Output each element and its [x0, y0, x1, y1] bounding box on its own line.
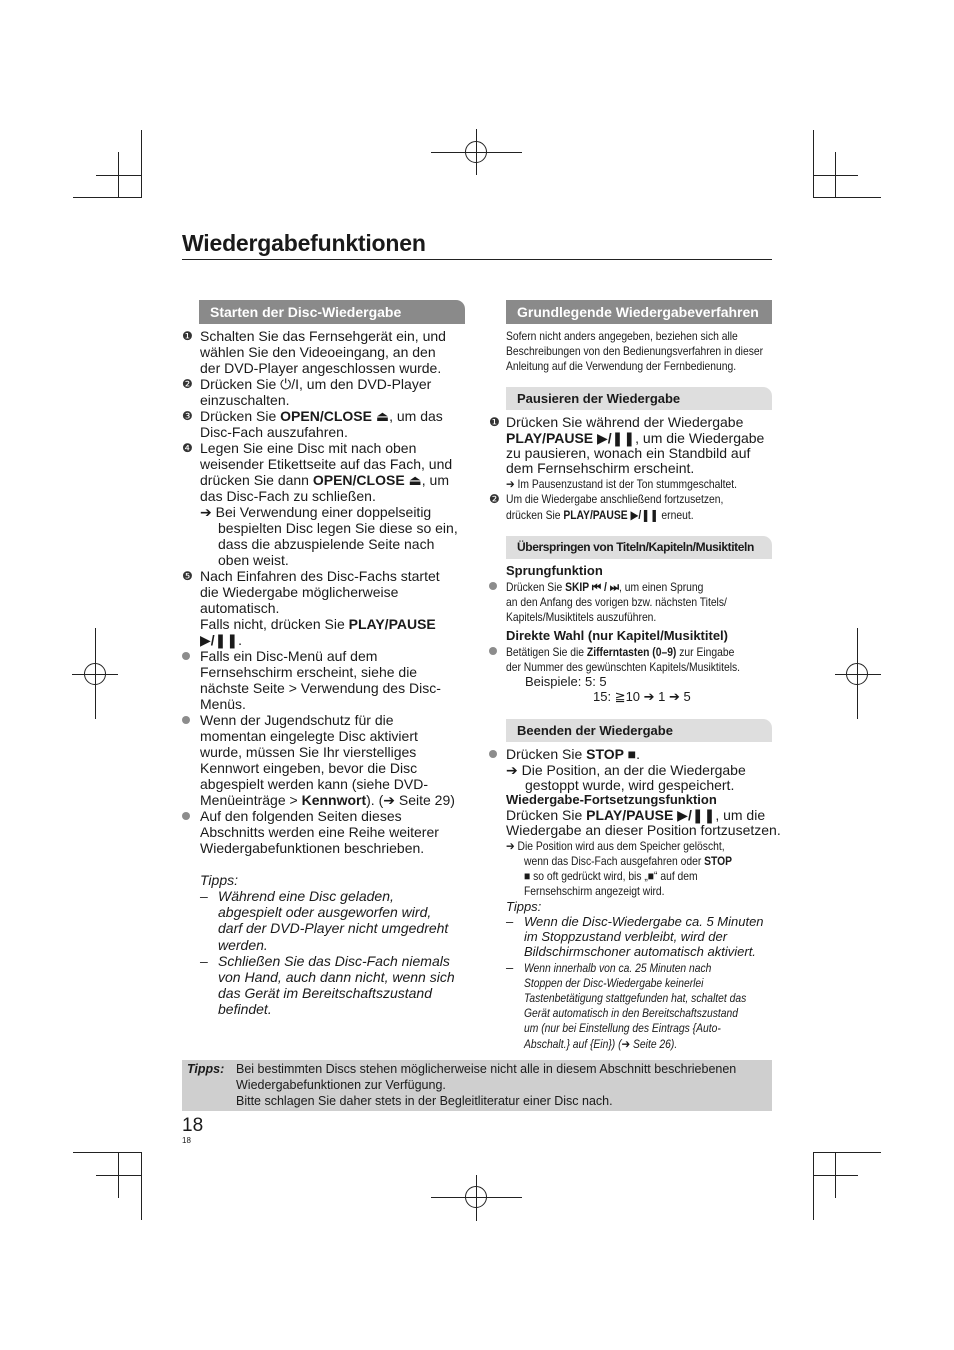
tip-text: Wenn innerhalb von ca. 25 Minuten nach [524, 961, 712, 975]
text-line: Fernsehschirm erscheint, siehe die [200, 664, 418, 680]
intro-text: Beschreibungen von den Bedienungsverfahren in dieser [506, 344, 764, 358]
text-part: , um [421, 472, 450, 488]
tip-text: Abschalt.} auf {Ein}) (➔ Seite 26). [524, 1037, 678, 1051]
subsection-title: Direkte Wahl (nur Kapitel/Musiktitel) [506, 628, 728, 643]
text-line: dass die abzuspielende Seite nach [218, 536, 435, 552]
text-part: . [238, 632, 243, 648]
text-line: Falls ein Disc-Menü auf dem [200, 648, 378, 664]
bullet-icon [182, 652, 190, 660]
step-1-icon: ❶ [489, 415, 500, 429]
text-line [506, 579, 703, 595]
text-part: erneut. [658, 508, 694, 522]
dash: – [506, 914, 514, 929]
tip-text: werden. [218, 937, 268, 953]
page-number: 18 [182, 1115, 204, 1136]
tips-box-text: Bei bestimmten Discs stehen möglicherweise nicht alle in diesem Abschnitt beschriebenen [236, 1062, 737, 1076]
page-title: Wiedergabefunktionen [182, 230, 426, 256]
text-line: Menüs. [200, 696, 246, 712]
dash: – [200, 953, 208, 969]
subsection-title: Wiedergabe-Fortsetzungsfunktion [506, 792, 717, 807]
bullet-icon [489, 750, 497, 758]
text-line: dem Fernsehschirm erscheint. [506, 460, 695, 476]
bullet-icon [489, 647, 497, 655]
section-header-starten: Starten der Disc-Wiedergabe [199, 300, 465, 324]
text-line: zu pausieren, wonach ein Standbild auf [506, 445, 751, 461]
text-line: bespielten Disc legen Sie diese so ein, [218, 520, 458, 536]
arrow-note: ➔ Die Position wird aus dem Speicher gelöscht, [506, 839, 725, 853]
arrow-note: ➔ Bei Verwendung einer doppelseitig [200, 504, 432, 520]
menu-item-kennwort: Kennwort [301, 792, 367, 808]
subheader-pausieren: Pausieren der Wiedergabe [506, 387, 772, 410]
text-line [506, 644, 734, 660]
text-line: wählen Sie den Videoeingang, an den [200, 344, 436, 360]
step-4-icon: ❹ [182, 441, 193, 455]
text-line: das Disc-Fach zu schließen. [200, 488, 376, 504]
button-name-open-close: OPEN/CLOSE ⏏ [280, 408, 390, 424]
text-part: Betätigen Sie die [506, 645, 587, 659]
tip-text: von Hand, auch dann nicht, wenn sich [218, 969, 455, 985]
text-part: Drücken Sie [506, 746, 587, 762]
button-name-play-pause: PLAY/PAUSE ▶/❚❚ [563, 508, 659, 522]
text-line: Wiedergabefunktionen beschrieben. [200, 840, 425, 856]
text-part: , um das [389, 408, 443, 424]
text-line: Kapitels/Musiktitels auszuführen. [506, 610, 657, 624]
example-line: 15: ≧10 ➔ 1 ➔ 5 [593, 689, 691, 704]
tip-text: Bildschirmschoner automatisch aktiviert. [524, 944, 756, 959]
text-line: Schalten Sie das Fernsehgerät ein, und [200, 328, 446, 344]
text-line: der DVD-Player angeschlossen wurde. [200, 360, 442, 376]
text-line: einzuschalten. [200, 392, 290, 408]
play-pause-symbol: ▶/❚❚ [200, 632, 239, 648]
text-line [200, 472, 449, 488]
text-line: weisender Etikettseite auf das Fach, und [200, 456, 453, 472]
step-1-icon: ❶ [182, 329, 193, 343]
button-name-play-pause: PLAY/PAUSE ▶/❚❚ [586, 807, 716, 823]
bullet-icon [182, 812, 190, 820]
section-header-grundlegende: Grundlegende Wiedergabeverfahren [506, 300, 772, 324]
text-line [200, 632, 242, 648]
text-part: Drücken Sie [506, 807, 587, 823]
text-line [200, 792, 455, 808]
intro-text: Anleitung auf die Verwendung der Fernbedienung. [506, 359, 737, 373]
text-part: . [636, 746, 641, 762]
arrow-note: ➔ Die Position, an der die Wiedergabe [506, 762, 746, 778]
text-part: drücken Sie [506, 508, 564, 522]
button-name-stop: STOP ■ [586, 746, 637, 762]
text-line: Nach Einfahren des Disc-Fachs startet [200, 568, 440, 584]
text-line: Wenn der Jugendschutz für die [200, 712, 394, 728]
tip-text: im Stoppzustand verbleibt, wird der [524, 929, 728, 944]
text-line [200, 408, 443, 424]
text-line: oben weist. [218, 552, 289, 568]
tips-box-label: Tipps: [187, 1062, 225, 1076]
text-line: ■ so oft gedrückt wird, bis „■“ auf dem [524, 869, 698, 883]
text-part: Drücken Sie [200, 408, 281, 424]
text-line: Wiedergabe an dieser Position fortzusetzen. [506, 822, 781, 838]
text-line: gestoppt wurde, wird gespeichert. [525, 777, 735, 793]
text-line: Drücken Sie während der Wiedergabe [506, 414, 744, 430]
step-5-icon: ❺ [182, 569, 193, 583]
tip-text: abgespielt oder ausgeworfen wird, [218, 904, 432, 920]
text-line: die Wiedergabe möglicherweise [200, 584, 399, 600]
text-line [506, 746, 640, 762]
title-rule [182, 259, 772, 260]
text-line: wurde, müssen Sie Ihr vierstelliges [200, 744, 417, 760]
tip-text: Wenn die Disc-Wiedergabe ca. 5 Minuten [524, 914, 764, 929]
step-2-icon: ❷ [489, 492, 500, 506]
subheader-ueberspringen: Überspringen von Titeln/Kapiteln/Musiktiteln [506, 536, 772, 559]
intro-text: Sofern nicht anders angegeben, beziehen sich alle [506, 329, 738, 343]
text-part: , um einen Sprung [619, 580, 704, 594]
text-line: Abschnitts werden eine Reihe weiterer [200, 824, 439, 840]
text-line: abgespielt werden kann (siehe DVD- [200, 776, 429, 792]
button-name-zifferntasten: Zifferntasten (0–9) [586, 645, 677, 659]
text-line [506, 807, 765, 823]
tip-text: Während eine Disc geladen, [218, 888, 394, 904]
arrow-note: ➔ Im Pausenzustand ist der Ton stummgeschaltet. [506, 477, 738, 491]
text-line: Auf den folgenden Seiten dieses [200, 808, 402, 824]
bullet-icon [489, 582, 497, 590]
example-line: Beispiele: 5: 5 [525, 674, 607, 689]
text-line [200, 616, 436, 632]
text-part: drücken Sie dann [200, 472, 313, 488]
text-line [506, 507, 694, 523]
button-name-stop: STOP [704, 854, 733, 868]
tip-text: Gerät automatisch in den Bereitschaftszustand [524, 1006, 738, 1020]
step-3-icon: ❸ [182, 409, 193, 423]
button-name-open-close: OPEN/CLOSE ⏏ [312, 472, 422, 488]
text-part: , um die [715, 807, 766, 823]
button-name-skip: SKIP ⏮ / ⏭ [565, 580, 620, 594]
text-line: Disc-Fach auszufahren. [200, 424, 348, 440]
tip-text: um (nur bei Einstellung des Eintrags {Auto- [524, 1021, 721, 1035]
text-line: nächste Seite > Verwendung des Disc- [200, 680, 441, 696]
tip-text: Stoppen der Disc-Wiedergabe keinerlei [524, 976, 704, 990]
button-name-play-pause: PLAY/PAUSE ▶/❚❚ [506, 430, 636, 446]
text-part: Drücken Sie [506, 580, 566, 594]
dash: – [200, 888, 208, 904]
tips-box-text: Bitte schlagen Sie daher stets in der Begleitliteratur einer Disc nach. [236, 1094, 613, 1108]
dash: – [506, 960, 514, 975]
subheader-beenden: Beenden der Wiedergabe [506, 719, 772, 742]
text-line: automatisch. [200, 600, 280, 616]
page-number-small: 18 [182, 1136, 191, 1145]
button-name-play-pause: PLAY/PAUSE [348, 616, 436, 632]
text-part: ). (➔ Seite 29) [366, 792, 455, 808]
text-line [524, 853, 732, 869]
tip-text: das Gerät im Bereitschaftszustand [218, 985, 432, 1001]
tips-label: Tipps: [200, 872, 239, 888]
text-part: zur Eingabe [676, 645, 735, 659]
text-line: Legen Sie eine Disc mit nach oben [200, 440, 417, 456]
tip-text: Schließen Sie das Disc-Fach niemals [218, 953, 450, 969]
bullet-icon [182, 716, 190, 724]
tip-text: darf der DVD-Player nicht umgedreht [218, 920, 449, 936]
text-line: Drücken Sie ⏻/I, um den DVD-Player [200, 376, 432, 392]
text-line: der Nummer des gewünschten Kapitels/Musiktitels. [506, 660, 741, 674]
text-part: Falls nicht, drücken Sie [200, 616, 349, 632]
tip-text: befindet. [218, 1001, 272, 1017]
tips-box-text: Wiedergabefunktionen zur Verfügung. [236, 1078, 446, 1092]
text-line: Kennwort eingeben, bevor die Disc [200, 760, 418, 776]
text-line [506, 430, 764, 446]
text-line: an den Anfang des vorigen bzw. nächsten Titels/ [506, 595, 727, 609]
tips-label: Tipps: [506, 899, 542, 914]
text-part: , um die Wiedergabe [635, 430, 765, 446]
text-part: wenn das Disc-Fach ausgefahren oder [524, 854, 705, 868]
subsection-title: Sprungfunktion [506, 563, 603, 578]
text-line: momentan eingelegte Disc aktiviert [200, 728, 418, 744]
text-part: Menüeinträge > [200, 792, 302, 808]
text-line: Um die Wiedergabe anschließend fortzusetzen, [506, 492, 724, 506]
text-line: Fernsehschirm angezeigt wird. [524, 884, 665, 898]
step-2-icon: ❷ [182, 377, 193, 391]
tip-text: Tastenbetätigung stattgefunden hat, schaltet das [524, 991, 747, 1005]
